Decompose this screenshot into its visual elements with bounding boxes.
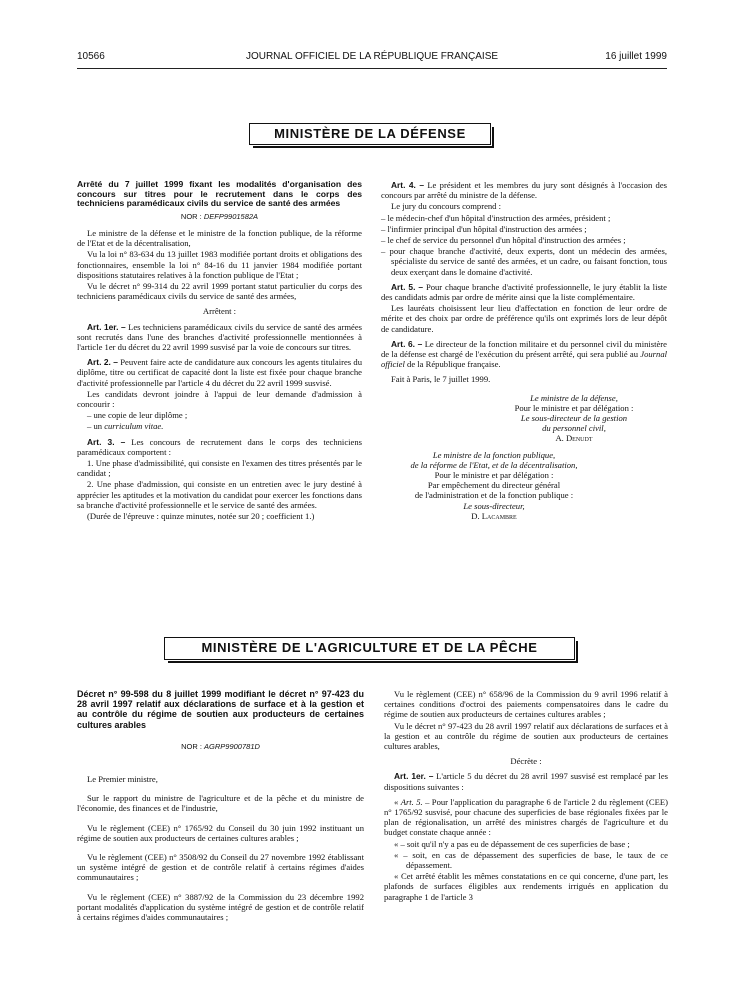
article-label: Art. 5. – [391, 281, 424, 292]
journal-title: JOURNAL OFFICIEL DE LA RÉPUBLIQUE FRANÇAISE [245, 51, 499, 62]
article-5-quote [384, 797, 668, 838]
ministry-defense-banner: MINISTÈRE DE LA DÉFENSE [249, 123, 491, 145]
signatory-name: D. Lacambre [471, 510, 517, 521]
nor-value: DEFP9901582A [203, 211, 259, 221]
paragraph: Le Premier ministre, [87, 774, 158, 785]
signature-title: Le ministre de la fonction publique, [432, 449, 556, 460]
signature-line: Par empêchement du directeur général [427, 480, 561, 491]
running-header [77, 51, 667, 67]
fait-a-paris: Fait à Paris, le 7 juillet 1999. [391, 374, 491, 385]
article-text: L'article 5 du décret du 28 avril 1997 susvisé est remplacé par les dispositions suivantes : [384, 771, 668, 792]
article-text: Le directeur de la fonction militaire et du personnel civil du ministère de la défense est chargé de l'exécution du présent arrêté, qui sera publié au [381, 338, 667, 360]
arrete-nor [77, 212, 362, 222]
list-item: – une copie de leur diplôme ; [87, 410, 188, 421]
signatory-name: A. Denudt [555, 433, 593, 444]
signature-line: du personnel civil, [542, 423, 606, 434]
page-number: 10566 [77, 51, 105, 62]
quote-mark: « [394, 796, 401, 807]
paragraph: (Durée de l'épreuve : quinze minutes, notée sur 20 ; coefficient 1.) [87, 511, 315, 522]
article-label: Art. 4. – [391, 180, 425, 190]
list-item: – le médecin-chef d'un hôpital d'instruction des armées, président ; [381, 212, 611, 223]
signature-block-fonction-publique [381, 450, 607, 521]
article-text: Pour chaque branche d'activité professionnelle, le jury établit la liste des candidats admis par ordre de mérite ainsi que la liste complémentaire. [381, 281, 667, 303]
paragraph: Vu le règlement (CEE) n° 658/96 de la Commission du 9 avril 1996 relatif à certaines conditions d'octroi des paiements compensatoires dans le cadre du régime de soutien aux producteurs de certaines cultures arables ; [384, 689, 668, 720]
list-item: « – soit qu'il n'y a pas eu de dépassement de ces superficies de base ; [394, 838, 630, 849]
nor-value: AGRP9900781D [204, 741, 260, 751]
paragraph: Vu le décret n° 97-423 du 28 avril 1997 relatif aux déclarations de surfaces et à la gestion et au contrôle du régime de soutien aux producteurs de certaines cultures arables, [384, 720, 668, 752]
list-item: – le chef de service du personnel d'un hôpital d'instruction des armées ; [381, 235, 626, 246]
defense-left-column [77, 180, 362, 522]
article-label: Art. 3. – [87, 436, 126, 447]
paragraph: Sur le rapport du ministre de l'agriculture et de la pêche et du ministre de l'économie, des finances et de l'industrie, [77, 793, 364, 814]
list-item [77, 421, 362, 431]
article-text: – Pour l'application du paragraphe 6 de l'article 2 du règlement (CEE) n° 1765/92 susvisé, pour chacune des superficies de base régionales fixées par le plan de régionalisation, un arrêté des ministres chargés de l'agriculture et du budget constate chaque année : [384, 796, 668, 838]
issue-date: 16 juillet 1999 [605, 51, 667, 62]
paragraph: Vu le décret n° 99-314 du 22 avril 1999 portant statut particulier du corps des techniciens paramédicaux civils du service de santé des armées, [77, 281, 362, 302]
article-label: Art. 5. [400, 796, 423, 807]
article-1 [384, 771, 668, 791]
article-label: Art. 2. – [87, 357, 118, 368]
arrete-title: Arrêté du 7 juillet 1999 fixant les modalités d'organisation des concours sur titres pour le recrutement dans le corps des techniciens paramédicaux civils du service de santé des armées [77, 179, 362, 209]
paragraph: Les lauréats choisissent leur lieu d'affectation en fonction de leur ordre de mérite et des choix par ordre de préférence qu'ils ont exprimés lors de leur dépôt de candidature. [381, 303, 667, 334]
paragraph: Les candidats devront joindre à l'appui de leur demande d'admission à concourir : [77, 388, 362, 410]
signature-line: de l'administration et de la fonction publique : [414, 490, 574, 501]
signature-title: de la réforme de l'Etat, et de la décentralisation, [410, 459, 578, 470]
curriculum-vitae: curriculum vitae. [104, 421, 164, 432]
paragraph: Le jury du concours comprend : [391, 201, 502, 212]
article-label: Art. 6. – [391, 338, 423, 349]
paragraph: Vu le règlement (CEE) n° 3887/92 de la Commission du 23 décembre 1992 portant modalités d'application du système intégré de gestion et de contrôle relatif à certains régimes d'aides communautaires ; [77, 891, 364, 923]
paragraph: Vu la loi n° 83-634 du 13 juillet 1983 modifiée portant droits et obligations des fonctionnaires, ensemble la loi n° 84-16 du 11 janvier 1984 modifiée portant dispositions statutaires relatives à la fonction publique de l'Etat ; [77, 249, 362, 280]
defense-right-column [381, 180, 667, 521]
list-item: « – soit, en cas de dépassement des superficies de base, le taux de ce dépassement. [394, 849, 668, 871]
paragraph: 2. Une phase d'admission, qui consiste en un entretien avec le jury destiné à apprécier les aptitudes et la motivation du candidat pour exercer les fonctions dans sa branche d'activité professionnelle et le service de santé des armées. [77, 479, 362, 510]
list-item: – pour chaque branche d'activité, deux experts, dont un médecin des armées, spécialiste du service de santé des armées, et un cadre, ou faisant fonction, tous deux exerçant dans le domaine d'activité. [381, 246, 667, 277]
agriculture-left-column [77, 689, 364, 923]
article-3 [77, 437, 362, 457]
signature-line: Pour le ministre et par délégation : [434, 470, 554, 481]
decret-nor [77, 742, 364, 752]
decrete-heading: Décrète : [510, 756, 542, 767]
article-text: de la République française. [404, 359, 501, 370]
article-1 [77, 322, 362, 353]
article-text: Les techniciens paramédicaux civils du service de santé des armées sont recrutés dans l'une des branches d'activité professionnelle mentionnées à l'article 1er du décret du 22 avril 1999 susvisé par la voie de concours sur titres. [77, 321, 362, 353]
paragraph: Le ministre de la défense et le ministre de la fonction publique, de la réforme de l'Etat et de la décentralisation, [77, 227, 362, 249]
paragraph: Vu le règlement (CEE) n° 1765/92 du Conseil du 30 juin 1992 instituant un régime de soutien aux producteurs de certaines cultures arables ; [77, 822, 364, 843]
signature-block-defense [481, 393, 667, 444]
article-text: Les concours de recrutement dans le corps des techniciens paramédicaux comportent : [77, 436, 362, 457]
header-rule [77, 68, 667, 69]
ministry-agriculture-banner: MINISTÈRE DE L'AGRICULTURE ET DE LA PÊCHE [164, 637, 575, 660]
article-4 [381, 180, 667, 200]
nor-label: NOR : [181, 741, 202, 751]
article-6 [381, 339, 667, 370]
agriculture-right-column [384, 689, 668, 903]
article-text: Le président et les membres du jury sont désignés à l'occasion des concours par arrêté du ministre de la défense. [381, 180, 667, 201]
signature-title: Le ministre de la défense, [530, 392, 618, 403]
paragraph: Vu le règlement (CEE) n° 3508/92 du Conseil du 27 novembre 1992 établissant un système intégré de gestion et de contrôle relatif à certains régimes d'aides communautaires ; [77, 852, 364, 883]
signature-line: Pour le ministre et par délégation : [514, 402, 634, 413]
signature-line: Le sous-directeur, [463, 500, 525, 511]
article-5 [381, 282, 667, 302]
signature-line: Le sous-directeur de la gestion [520, 413, 628, 424]
decret-title: Décret n° 99-598 du 8 juillet 1999 modifiant le décret n° 97-423 du 28 avril 1997 relatif aux déclarations de surface et à la gestion et au contrôle du régime de soutien aux producteurs de certaines cultures arables [77, 689, 364, 730]
paragraph: 1. Une phase d'admissibilité, qui consiste en l'examen des titres présentés par le candidat ; [77, 458, 362, 479]
nor-label: NOR : [180, 211, 202, 221]
paragraph: « Cet arrêté établit les mêmes constatations en ce qui concerne, d'une part, les plafonds de surfaces éligibles aux rendements irrigués en application du paragraphe 1 de l'article 3 [384, 871, 668, 902]
arretent-heading: Arrêtent : [202, 306, 237, 317]
article-text: Peuvent faire acte de candidature aux concours les agents titulaires du diplôme, titre ou certificat de capacité dont la liste est fixée pour chaque branche d'activité professionnelle par l'article 4 du décret du 22 avril 1999 susvisé. [77, 357, 362, 388]
article-label: Art. 1er. – [87, 321, 126, 332]
journal-officiel: Journal officiel [381, 349, 667, 370]
list-item: – l'infirmier principal d'un hôpital d'instruction des armées ; [381, 223, 587, 234]
article-label: Art. 1er. – [394, 771, 434, 782]
dash: – un [87, 421, 105, 432]
article-2 [77, 357, 362, 388]
